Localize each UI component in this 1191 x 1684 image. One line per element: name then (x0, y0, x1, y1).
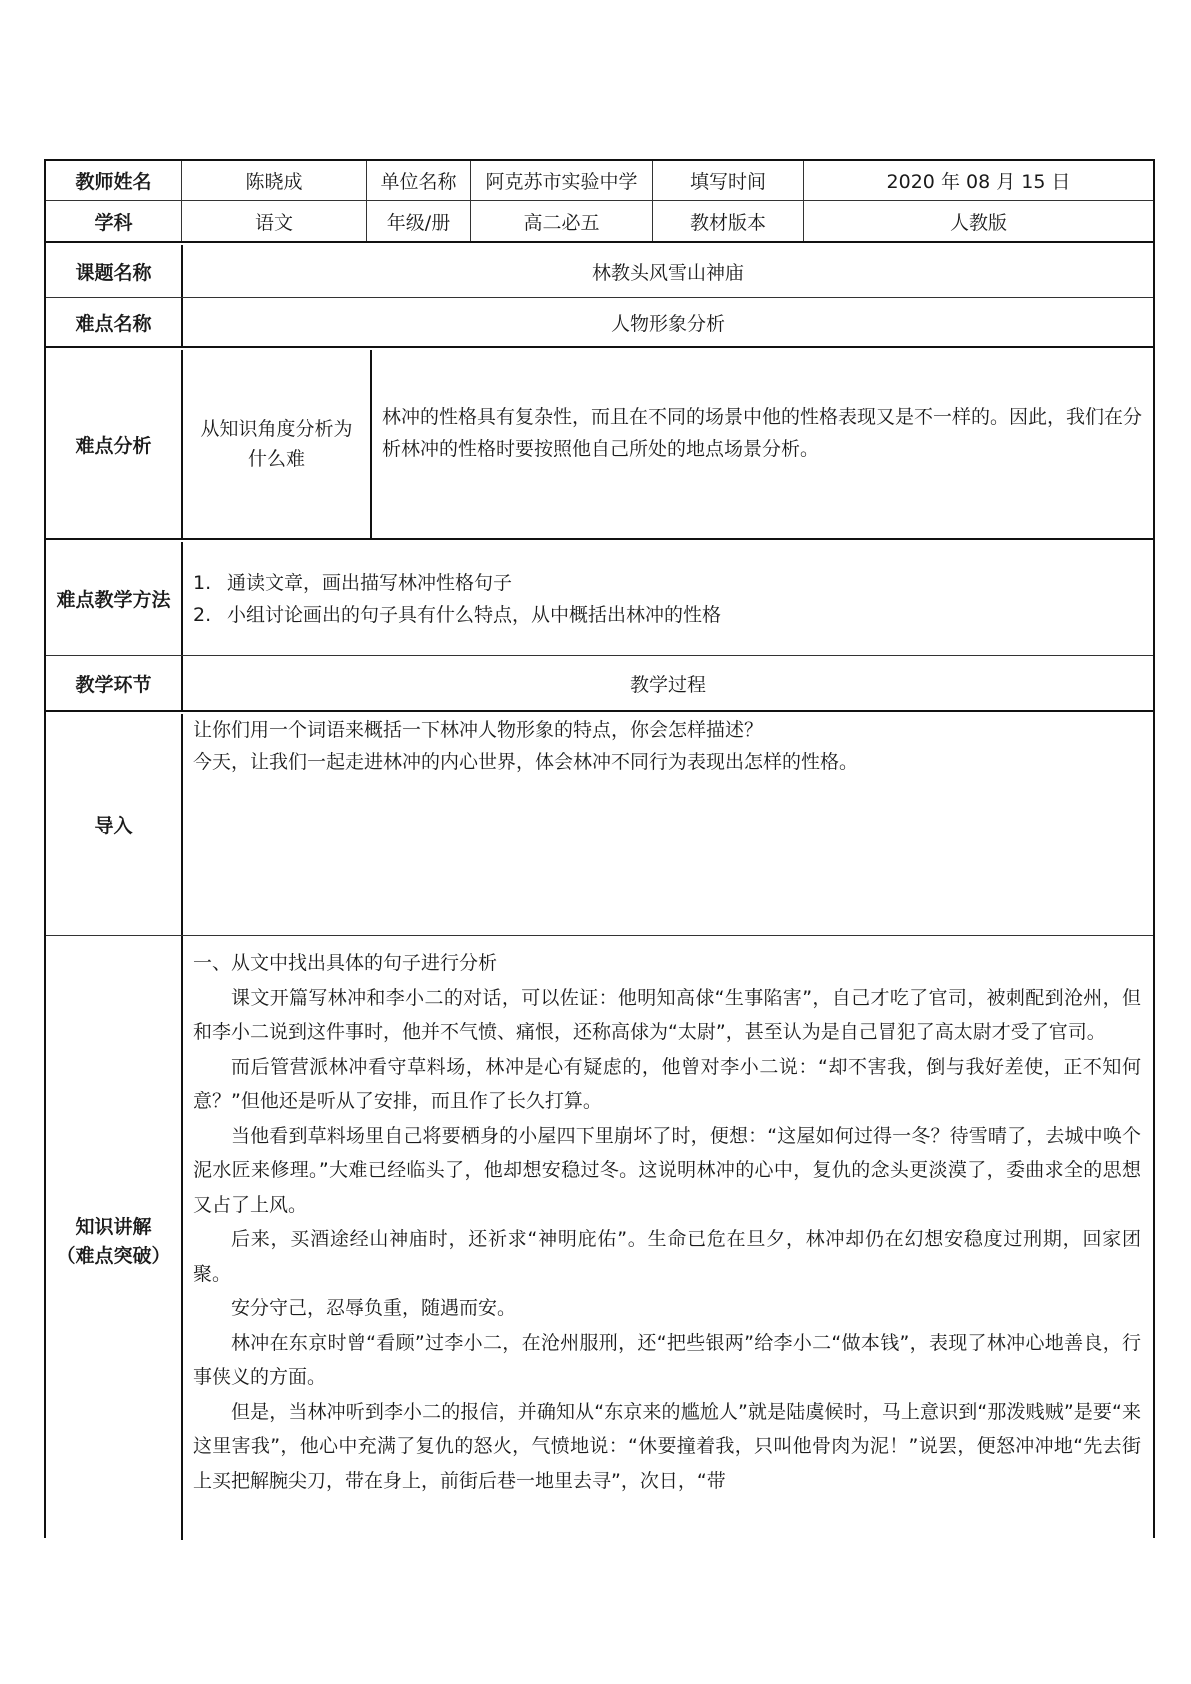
method-item (193, 567, 512, 599)
method-list (181, 542, 1153, 655)
process-header-label: 教学环节 (75, 673, 152, 696)
edition-value: 人教版 (803, 201, 1153, 241)
lesson-plan-table (44, 159, 1155, 1538)
header-row-2 (46, 201, 1153, 243)
intro-label: 导入 (94, 815, 133, 837)
knowledge-paragraph: 当他看到草料场里自己将要栖身的小屋四下里崩坏了时，便想：“这屋如何过得一冬？待雪晴了，去城中唤个泥水匠来修理。”大难已经临头了，他却想安稳过冬。这说明林冲的心中，复仇的念头更淡漠了，委曲求全的思想又占了上风。 (193, 1124, 1141, 1216)
method-label: 难点教学方法 (56, 589, 171, 611)
teacher-value: 陈晓成 (181, 161, 366, 200)
knowledge-label (46, 936, 181, 1540)
knowledge-paragraph: 而后管营派林冲看守草料场，林冲是心有疑虑的，他曾对李小二说：“却不害我，倒与我好差使，正不知何意？”但他还是听从了安排，而且作了长久打算。 (193, 1055, 1141, 1112)
method-item-text: 通读文章，画出描写林冲性格句子 (227, 571, 513, 594)
analysis-sub-label-text: 从知识角度分析为什么难 (200, 418, 353, 470)
analysis-sub-label (181, 350, 370, 538)
analysis-label: 难点分析 (75, 434, 152, 457)
knowledge-label-line2: （难点突破） (56, 1245, 171, 1267)
knowledge-paragraph: 林冲在东京时曾“看顾”过李小二，在沧州服刑，还“把些银两”给李小二“做本钱”，表现了林冲心地善良，行事侠义的方面。 (193, 1331, 1141, 1388)
edition-label: 教材版本 (652, 201, 803, 241)
unit-label: 单位名称 (366, 161, 470, 200)
intro-text-cell (181, 714, 1153, 935)
topic-row (46, 245, 1153, 298)
intro-line: 今天，让我们一起走进林冲的内心世界，体会林冲不同行为表现出怎样的性格。 (193, 751, 859, 773)
grade-value: 高二必五 (470, 201, 652, 241)
difficulty-row (46, 298, 1153, 348)
intro-row (46, 714, 1153, 936)
intro-line: 让你们用一个词语来概括一下林冲人物形象的特点，你会怎样描述？ (193, 719, 764, 741)
knowledge-heading: 一、从文中找出具体的句子进行分析 (193, 952, 498, 974)
method-item (193, 599, 721, 631)
unit-value: 阿克苏市实验中学 (470, 161, 652, 200)
knowledge-paragraph: 安分守己，忍辱负重，随遇而安。 (231, 1297, 517, 1319)
difficulty-label: 难点名称 (75, 312, 152, 335)
topic-label: 课题名称 (75, 261, 152, 284)
process-header-value: 教学过程 (181, 656, 1153, 710)
analysis-text-cell (370, 350, 1153, 538)
knowledge-row (46, 936, 1153, 1540)
method-row (46, 542, 1153, 656)
knowledge-paragraph: 后来，买酒途经山神庙时，还祈求“神明庇佑”。生命已危在旦夕，林冲却仍在幻想安稳度过刑期，回家团聚。 (193, 1228, 1141, 1285)
topic-value: 林教头风雪山神庙 (181, 245, 1153, 297)
analysis-text: 林冲的性格具有复杂性，而且在不同的场景中他的性格表现又是不一样的。因此，我们在分析林冲的性格时要按照他自己所处的地点场景分析。 (382, 405, 1143, 460)
date-value: 2020 年 08 月 15 日 (803, 161, 1153, 200)
subject-label: 学科 (94, 211, 133, 234)
teacher-label: 教师姓名 (75, 171, 152, 193)
knowledge-body (183, 936, 1153, 1498)
subject-value: 语文 (181, 201, 366, 241)
difficulty-value: 人物形象分析 (181, 298, 1153, 346)
method-item-text: 小组讨论画出的句子具有什么特点，从中概括出林冲的性格 (227, 603, 722, 626)
header-row-1 (46, 161, 1153, 201)
knowledge-paragraph: 课文开篇写林冲和李小二的对话，可以佐证：他明知高俅“生事陷害”，自己才吃了官司，被刺配到沧州，但和李小二说到这件事时，他并不气愤、痛恨，还称高俅为“太尉”，甚至认为是自己冒犯了高太尉才受了官司。 (193, 986, 1141, 1043)
process-header-row (46, 656, 1153, 712)
knowledge-label-line1: 知识讲解 (75, 1216, 152, 1238)
grade-label: 年级/册 (366, 201, 470, 241)
method-item-number: 1. (193, 571, 212, 594)
date-label: 填写时间 (652, 161, 803, 200)
method-item-number: 2. (193, 603, 212, 626)
analysis-row (46, 350, 1153, 540)
knowledge-paragraph: 但是，当林冲听到李小二的报信，并确知从“东京来的尴尬人”就是陆虞候时，马上意识到“那泼贱贼”是要“来这里害我”，他心中充满了复仇的怒火，气愤地说：“休要撞着我，只叫他骨肉为泥！”说罢，便怒冲冲地“先去街上买把解腕尖刀，带在身上，前街后巷一地里去寻”，次日，“带 (193, 1400, 1141, 1492)
